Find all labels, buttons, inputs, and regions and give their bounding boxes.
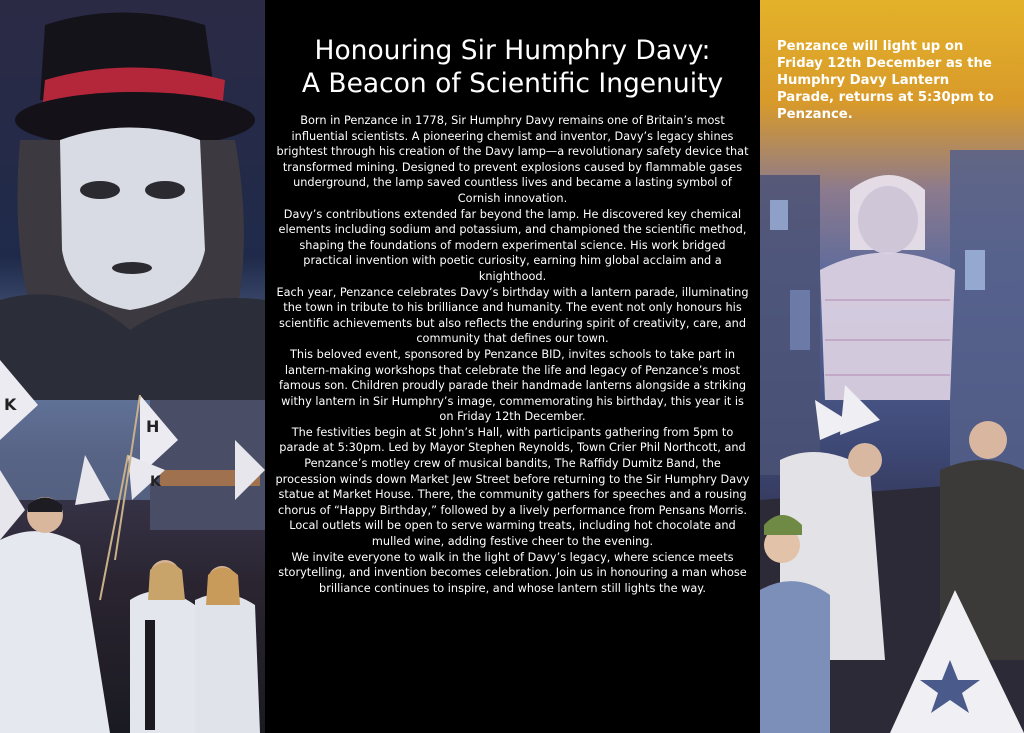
left-parade-photo [0,0,265,733]
paragraph-contributions: Davy’s contributions extended far beyond the lamp. He discovered key chemical elements including sodium and potassium, and championed the scientific method, shaping the foundations of modern experimental science. His work bridged practical invention with poetic curiosity, earning him global acclaim and a knighthood. [278,207,747,283]
right-lantern-photo [760,0,1024,733]
title-line-1: Honouring Sir Humphry Davy: [314,35,711,66]
event-callout: Penzance will light up on Friday 12th December as the Humphry Davy Lantern Parade, returns at 5:30pm to Penzance. [777,39,994,122]
title-line-2: A Beacon of Scientific Ingenuity [301,68,724,99]
article-body [275,113,750,596]
flag-letter-2: H [146,417,160,436]
flag-letter-1: K [4,395,17,414]
paragraph-celebration: Each year, Penzance celebrates Davy’s birthday with a lantern parade, illuminating the town in tribute to his brilliance and humanity. The event not only honours his scientific achievements but also reflects the enduring spirit of creativity, care, and community that defines our town. [276,285,749,346]
paragraph-festivities: The festivities begin at St John’s Hall, with participants gathering from 5pm to parade at 5:30pm. Led by Mayor Stephen Reynolds, Town Crier Phil Northcott, and Penzance’s motley crew of musical bandits, The Raffidy Dumitz Band, the procession winds down Market Jew Street before returning to the Sir Humphry Davy statue at Market House. There, the community gathers for speeches and a rousing chorus of “Happy Birthday,” followed by a lively performance from Pensans Morris. Local outlets will be open to serve warming treats, including hot chocolate and mulled wine, adding festive cheer to the evening. [275,425,750,549]
lantern-body [820,253,955,401]
paragraph-event: This beloved event, sponsored by Penzance BID, invites schools to take part in lantern-making workshops that celebrate the life and legacy of Penzance’s most famous son. Children proudly parade their handmade lanterns alongside a striking withy lantern in Sir Humphry’s image, commemorating his birthday, this year it is on Friday 12th December. [278,347,747,424]
paragraph-birth: Born in Penzance in 1778, Sir Humphry Davy remains one of Britain’s most influential scientists. A pioneering chemist and inventor, Davy’s legacy shines brightest through his creation of the Davy lamp—a revolutionary safety device that transformed mining. Designed to prevent explosions caused by flammable gases underground, the lamp saved countless lives and became a lasting symbol of Cornish innovation. [276,114,749,205]
article-title [275,34,750,100]
article-panel [265,0,760,733]
flag-letter-3: K [150,474,161,490]
masked-performer-illustration [0,0,265,733]
paragraph-invitation: We invite everyone to walk in the light of Davy’s legacy, where science meets storytelling, and invention becomes celebration. Join us in honouring a man whose brilliance continues to inspire, and whose lantern still lights the way. [278,550,747,595]
